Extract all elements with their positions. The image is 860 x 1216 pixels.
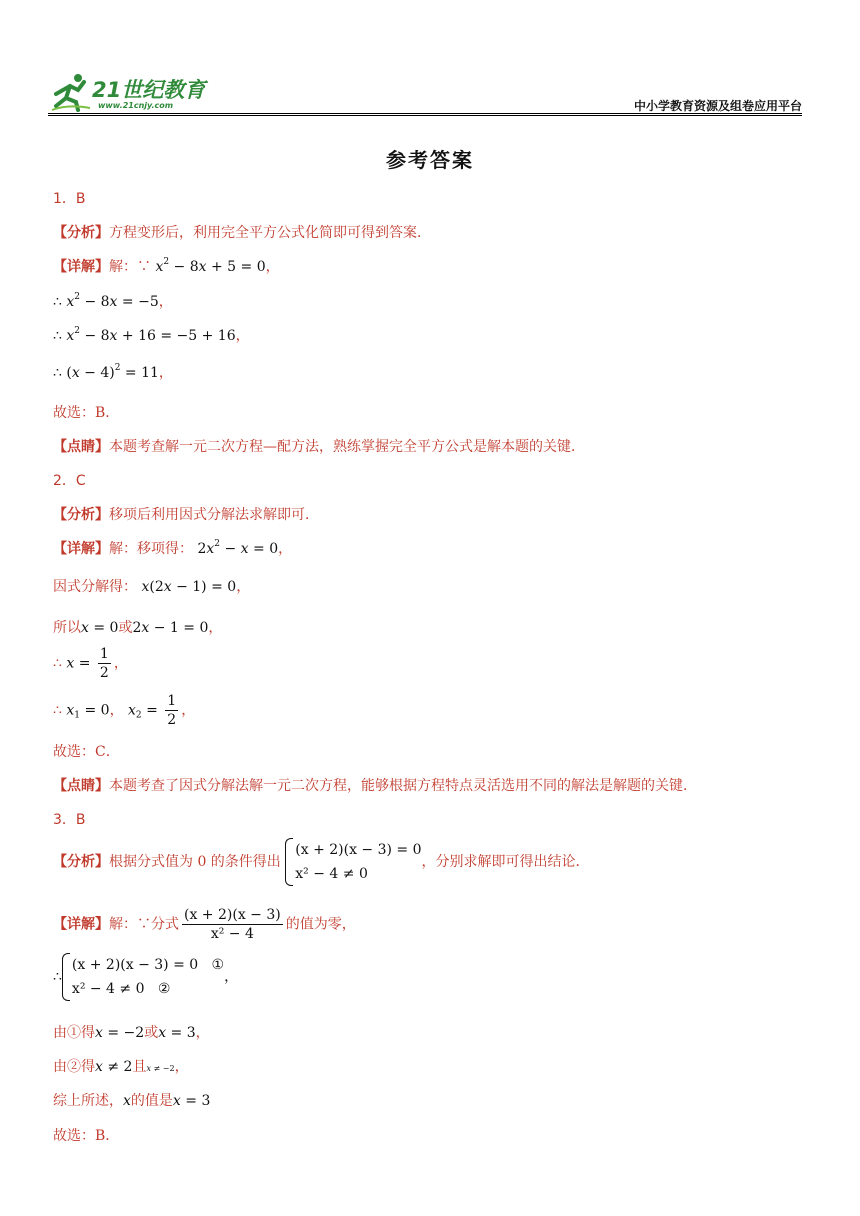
detail-tag: 【详解】 bbox=[53, 916, 109, 933]
analysis-tag: 【分析】 bbox=[53, 225, 109, 241]
q2-x-value: ∴ x = $\frac{1}{2}$ ， bbox=[53, 646, 128, 681]
logo-text: 21世纪教育 bbox=[92, 78, 206, 102]
detail-lead: 解：移项得： bbox=[109, 541, 193, 557]
q2-detail: 【详解】解：移项得： $2x^2 - x = 0$， bbox=[53, 539, 293, 557]
q1-comment bbox=[53, 436, 585, 456]
header-divider-thin bbox=[48, 115, 802, 116]
detail-tag: 【详解】 bbox=[53, 541, 109, 557]
q3-from1: 由①得x = −2或x = 3， bbox=[53, 1025, 210, 1041]
system-row-1: (x + 2)(x − 3) = 0 bbox=[295, 842, 422, 858]
header-divider bbox=[48, 113, 802, 114]
frac-numerator: 1 bbox=[167, 693, 177, 709]
detail-tail: 的值为零， bbox=[285, 916, 356, 933]
logo bbox=[48, 70, 248, 112]
system-row-2: x² − 4 ≠ 0 bbox=[295, 866, 368, 882]
fraction bbox=[182, 906, 283, 943]
q2-factor: 因式分解得： x(2x − 1) = 0， bbox=[53, 579, 251, 595]
from1-lead: 由①得 bbox=[53, 1025, 95, 1041]
q1-eq4: ∴ $(x - 4)^2 = 11$， bbox=[53, 363, 173, 381]
q1-analysis bbox=[53, 222, 431, 242]
q1-eq1: $x^2 - 8x + 5 = 0$ bbox=[155, 257, 266, 275]
analysis-text: 移项后利用因式分解法求解即可． bbox=[109, 507, 319, 523]
q2-eq2: x(2x − 1) = 0 bbox=[141, 579, 237, 595]
analysis-text: 方程变形后，利用完全平方公式化简即可得到答案． bbox=[109, 225, 431, 241]
q3-detail bbox=[53, 906, 356, 943]
or-text: 或 bbox=[144, 1025, 159, 1041]
system-row-2: x² − 4 ≠ 0 bbox=[71, 981, 145, 997]
analysis-tag: 【分析】 bbox=[53, 854, 109, 870]
frac-numerator: (x + 2)(x − 3) bbox=[184, 907, 281, 923]
q2-choice: 故选：C． bbox=[53, 744, 120, 760]
circle-2: ② bbox=[157, 981, 171, 997]
circle-1: ① bbox=[211, 957, 225, 973]
detail-lead: 解：∵ bbox=[109, 259, 151, 275]
q2-comment bbox=[53, 775, 697, 795]
from2-lead: 由②得 bbox=[53, 1059, 95, 1075]
system-row-1: (x + 2)(x − 3) = 0 bbox=[71, 957, 199, 973]
comment-text: 本题考查解一元二次方程—配方法，熟练掌握完全平方公式是解本题的关键． bbox=[109, 439, 585, 455]
q2-so: 所以x = 0或2x − 1 = 0， bbox=[53, 620, 223, 636]
analysis-tail: ，分别求解即可得出结论． bbox=[421, 854, 590, 870]
analysis-tag: 【分析】 bbox=[53, 507, 109, 523]
platform-name: 中小学教育资源及组卷应用平台 bbox=[633, 99, 802, 113]
q1-choice: 故选：B． bbox=[53, 405, 120, 421]
runner-logo-icon bbox=[48, 72, 94, 112]
equation-system bbox=[285, 838, 421, 886]
q2-roots: ∴ $x_1 = 0$， $x_2$ = $\frac{1}{2}$ ， bbox=[53, 693, 196, 728]
q3-analysis bbox=[53, 838, 590, 886]
q3-from2: 由②得x ≠ 2且x ≠ −2， bbox=[53, 1059, 189, 1075]
frac-denominator: 2 bbox=[99, 665, 109, 681]
frac-denominator: x² − 4 bbox=[210, 926, 254, 942]
frac-numerator: 1 bbox=[99, 646, 109, 662]
q1-eq3: ∴ $x^2 - 8x + 16 = -5 + 16$， bbox=[53, 326, 250, 344]
comment-tag: 【点睛】 bbox=[53, 778, 109, 794]
factor-lead: 因式分解得： bbox=[53, 579, 137, 595]
q1-eq2: ∴ $x^2 - 8x = -5$， bbox=[53, 292, 173, 310]
detail-tag: 【详解】 bbox=[53, 259, 109, 275]
q3-summary: 综上所述，x的值是x = 3 bbox=[53, 1093, 211, 1109]
so-lead: 所以 bbox=[53, 620, 81, 636]
equation-system bbox=[62, 953, 224, 1001]
detail-lead: 解：∵分式 bbox=[109, 916, 179, 933]
summary-mid: 的值是 bbox=[130, 1093, 173, 1109]
q1-detail: 【详解】解：∵ $x^2 - 8x + 5 = 0$， bbox=[53, 257, 280, 275]
q2-analysis bbox=[53, 504, 319, 524]
frac-denominator: 2 bbox=[167, 712, 177, 728]
page-title: 参考答案 bbox=[386, 148, 474, 172]
and-text: 且 bbox=[132, 1059, 147, 1075]
analysis-lead: 根据分式值为 0 的条件得出 bbox=[109, 854, 281, 870]
q1-heading: 1．B bbox=[53, 191, 86, 207]
q3-choice: 故选：B． bbox=[53, 1128, 120, 1144]
or-text: 或 bbox=[118, 620, 133, 636]
q3-system: ∴ (x + 2)(x − 3) = 0 ① x² − 4 ≠ 0 ② ， bbox=[53, 953, 238, 1001]
logo-url: www.21cnjy.com bbox=[98, 101, 174, 110]
summary-lead: 综上所述， bbox=[53, 1093, 123, 1109]
q3-heading: 3．B bbox=[53, 812, 86, 828]
comment-text: 本题考查了因式分解法解一元二次方程，能够根据方程特点灵活选用不同的解法是解题的关键． bbox=[109, 778, 697, 794]
q2-eq1: $2x^2 - x = 0$ bbox=[197, 539, 279, 557]
q2-heading: 2．C bbox=[53, 473, 86, 489]
comment-tag: 【点睛】 bbox=[53, 439, 109, 455]
page-header bbox=[48, 70, 802, 115]
